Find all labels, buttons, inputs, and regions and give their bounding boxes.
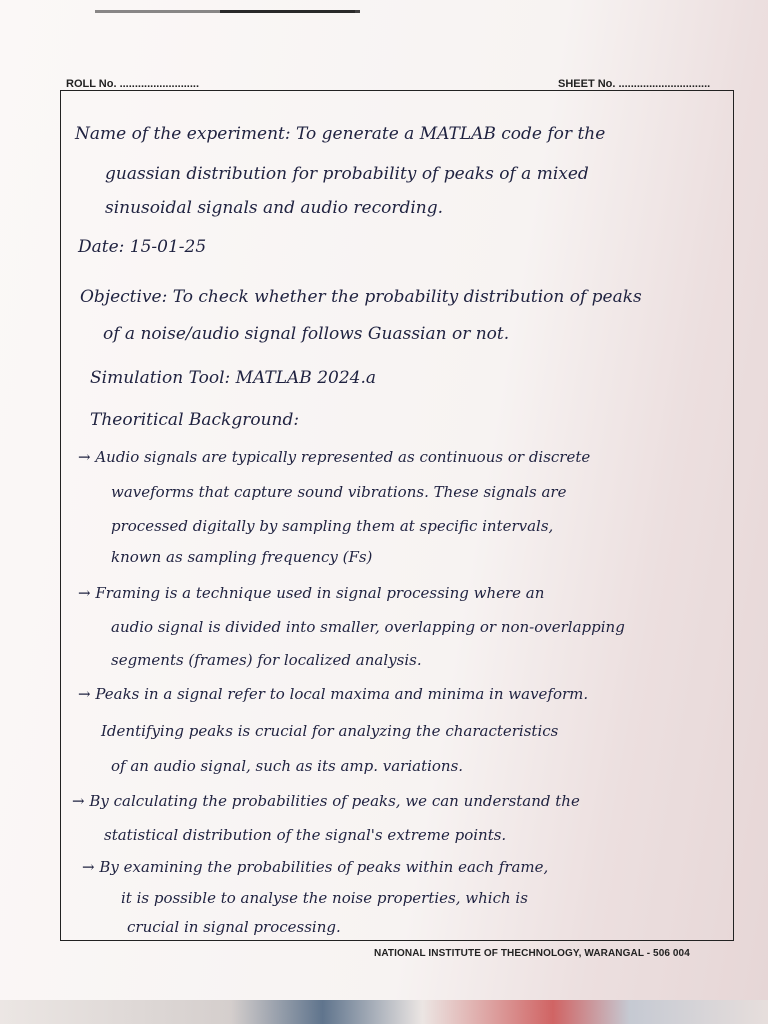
line-bullet-4b: statistical distribution of the signal's extreme points. [104,826,507,844]
line-bullet-5b: it is possible to analyse the noise properties, which is [121,889,528,907]
line-bullet-2c: segments (frames) for localized analysis. [111,651,422,669]
institution-footer: NATIONAL INSTITUTE OF THECHNOLOGY, WARANGAL - 506 004 [374,948,690,959]
line-bullet-1d: known as sampling frequency (Fs) [111,548,373,566]
line-experiment-name-2: guassian distribution for probability of peaks of a mixed [105,164,589,184]
line-bullet-4: → By calculating the probabilities of peaks, we can understand the [72,792,580,810]
line-bullet-3c: of an audio signal, such as its amp. variations. [111,757,464,775]
line-date: Date: 15-01-25 [78,237,207,257]
line-bullet-2: → Framing is a technique used in signal processing where an [78,584,545,602]
heading-theoretical-background: Theoritical Background: [90,410,300,430]
line-bullet-2b: audio signal is divided into smaller, overlapping or non-overlapping [111,618,625,636]
line-experiment-name-3: sinusoidal signals and audio recording. [105,198,444,218]
line-objective: Objective: To check whether the probability distribution of peaks [80,287,642,307]
line-bullet-1: → Audio signals are typically represented as continuous or discrete [78,448,591,466]
top-edge-strip-dark [220,10,360,13]
line-bullet-5: → By examining the probabilities of peaks within each frame, [82,858,549,876]
sheet-number-label: SHEET No. .............................. [558,78,711,90]
line-simulation-tool: Simulation Tool: MATLAB 2024.a [90,368,376,388]
bottom-edge-strip [0,1000,768,1024]
roll-number-label: ROLL No. .......................... [66,78,200,90]
line-bullet-3: → Peaks in a signal refer to local maxima and minima in waveform. [78,685,589,703]
line-bullet-5c: crucial in signal processing. [127,918,341,936]
line-experiment-name: Name of the experiment: To generate a MATLAB code for the [75,124,606,144]
line-bullet-3b: Identifying peaks is crucial for analyzing the characteristics [101,722,559,740]
line-bullet-1b: waveforms that capture sound vibrations. These signals are [111,483,567,501]
line-objective-2: of a noise/audio signal follows Guassian or not. [103,324,510,344]
line-bullet-1c: processed digitally by sampling them at specific intervals, [111,517,554,535]
